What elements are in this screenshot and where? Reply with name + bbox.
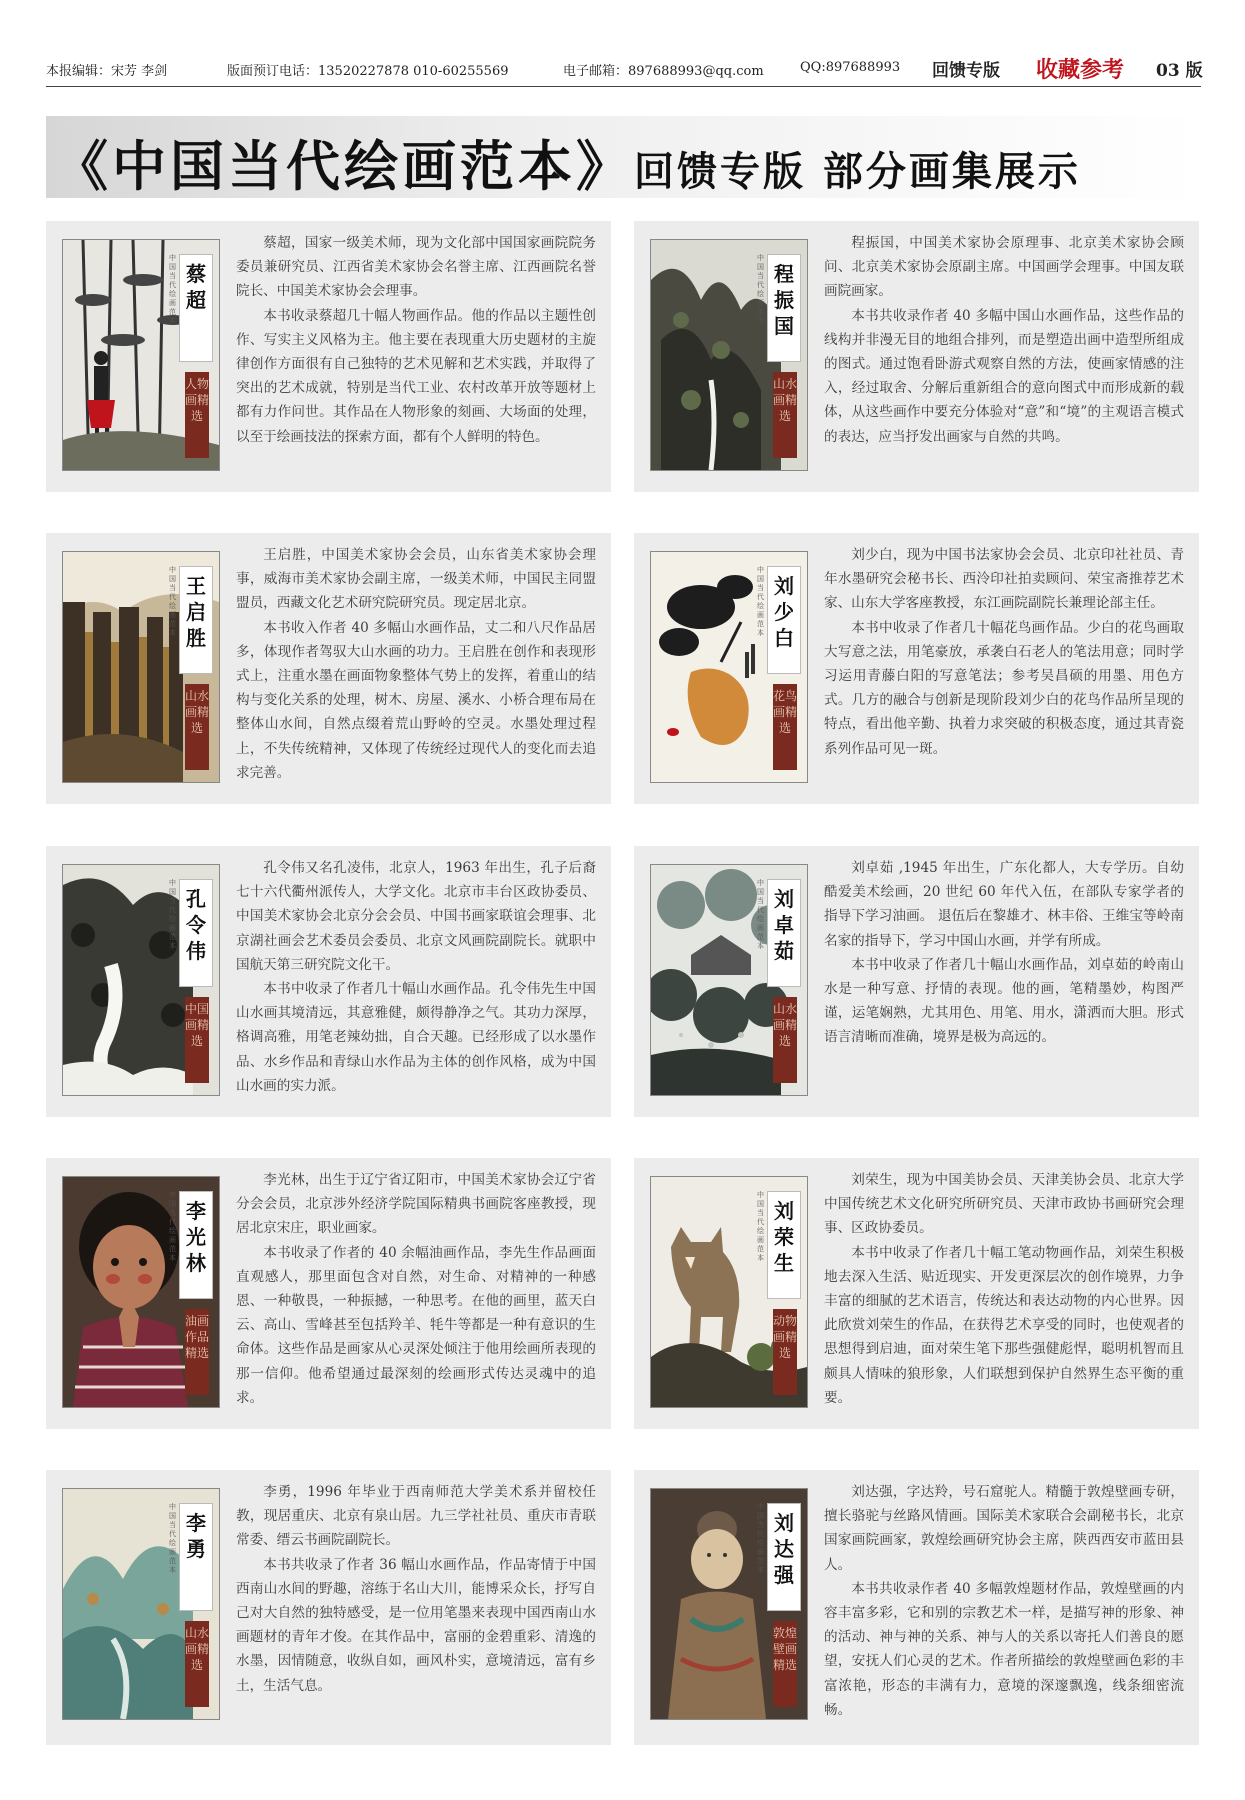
book-description <box>824 231 1184 449</box>
book-card <box>46 221 611 492</box>
artist-name: 刘少白 <box>767 566 801 674</box>
book-cover <box>650 864 808 1096</box>
series-tag: 中国当代绘画范本 <box>757 1191 764 1262</box>
genre-label: 动物画精选 <box>773 1309 797 1395</box>
description-paragraph: 刘少白，现为中国书法家协会会员、北京印社社员、青年水墨研究会秘书长、西泠印社拍卖顾问、荣宝斋推荐艺术家、山东大学客座教授，东江画院副院长兼理论部主任。 <box>824 547 1184 612</box>
description-paragraph: 刘卓茹 ,1945 年出生，广东化都人，大专学历。自幼酷爱美术绘画，20 世纪 60 年代入伍，在部队专家学者的指导下学习油画。 退伍后在黎雄才、林丰俗、王维宝等岭南名家的指导下，学习中国山水画，并学有所成。 <box>824 860 1184 949</box>
page-header <box>46 56 1201 87</box>
banner-title: 《中国当代绘画范本》 <box>54 135 634 198</box>
book-cover <box>62 1488 220 1720</box>
series-tag: 中国当代绘画范本 <box>169 1503 176 1574</box>
book-card <box>634 221 1199 492</box>
description-paragraph: 本书中收录了作者几十幅山水画作品，刘卓茹的岭南山水是一种写意、抒情的表现。他的画，笔精墨妙，构图严谨，运笔娴熟，尤其用色、用笔、用水，潇洒而大胆。形式语言清晰而准确，境界是极为高远的。 <box>824 956 1184 1046</box>
book-card <box>46 1470 611 1745</box>
description-paragraph: 程振国，中国美术家协会原理事、北京美术家协会顾问、北京美术家协会原副主席。中国画学会理事。中国友联画院画家。 <box>824 235 1184 300</box>
book-description <box>236 231 596 449</box>
description-paragraph: 刘达强，字达羚，号石窟驼人。精髓于敦煌壁画专研，擅长骆驼与丝路风情画。国际美术家联合会副秘书长，北京国家画院画家，敦煌绘画研究协会主席，陕西西安市蓝田县人。 <box>824 1484 1184 1573</box>
artist-name: 刘卓茹 <box>767 879 801 987</box>
artist-name: 刘荣生 <box>767 1191 801 1299</box>
book-cover <box>62 551 220 783</box>
description-paragraph: 本书收入作者 40 多幅山水画作品，丈二和八尺作品居多，体现作者驾驭大山水画的功力。王启胜在创作和表现形式上，注重水墨在画面物象整体气势上的发挥，着重山的结构与变化关系的处理，树木、房屋、溪水、小桥合理布局在整体山水间，自然点缀着荒山野岭的空灵。水墨处理过程上，不失传统精神，又体现了传统经过现代人的变化而去追求完善。 <box>236 619 596 781</box>
description-paragraph: 孔令伟又名孔凌伟，北京人，1963 年出生，孔子后裔七十六代衢州派传人，大学文化。北京市丰台区政协委员、中国美术家协会北京分会会员、中国书画家联谊会理事、北京湖社画会艺术委员会委员、北京文风画院副院长。就职中国航天第三研究院文化干。 <box>236 860 596 973</box>
description-paragraph: 李光林，出生于辽宁省辽阳市，中国美术家协会辽宁省分会会员，北京涉外经济学院国际精典书画院客座教授，现居北京宋庄，职业画家。 <box>236 1172 596 1237</box>
description-paragraph: 李勇，1996 年毕业于西南师范大学美术系并留校任教，现居重庆、北京有泉山居。九三学社社员、重庆市青联常委、缙云书画院副院长。 <box>236 1484 596 1549</box>
description-paragraph: 本书中收录了作者几十幅工笔动物画作品，刘荣生积极地去深入生活、贴近现实、开发更深层次的创作境界，力争丰富的细腻的艺术语言，传统达和表达动物的内心世界。因此欣赏刘荣生的作品，在获得艺术享受的同时，也使观者的思想得到启迪，面对荣生笔下那些强健彪悍，聪明机智而且颇具人情味的狼形象，人们联想到保护自然界生态平衡的重要。 <box>824 1244 1184 1406</box>
banner-title-line <box>54 124 1081 201</box>
ad-phone: 版面预订电话：13520227878 010-60255569 <box>227 64 509 79</box>
genre-label: 山水画精选 <box>773 372 797 458</box>
title-banner <box>46 116 1201 198</box>
book-description <box>824 1480 1184 1722</box>
book-cover <box>650 551 808 783</box>
section-name: 回馈专版 <box>932 61 1000 81</box>
book-cover <box>650 1488 808 1720</box>
contact-qq: QQ:897688993 <box>800 60 901 75</box>
book-card <box>46 533 611 804</box>
book-description <box>236 543 596 785</box>
description-paragraph: 本书收录蔡超几十幅人物画作品。他的作品以主题性创作、写实主义风格为主。他主要在表现重大历史题材的主旋律创作方面很有自己独特的艺术见解和艺术实践，并取得了突出的艺术成就，特别是当代工业、农村改革开放等题材上都有力作问世。其作品在人物形象的刻画、大场面的处理，以至于绘画技法的探索方面，都有个人鲜明的特色。 <box>236 307 596 445</box>
genre-label: 油画作品精选 <box>185 1309 209 1395</box>
genre-label: 花鸟画精选 <box>773 684 797 770</box>
series-tag: 中国当代绘画范本 <box>169 254 176 325</box>
book-card <box>634 1470 1199 1745</box>
book-card <box>634 1158 1199 1429</box>
book-cover <box>62 239 220 471</box>
contact-email: 电子邮箱：897688993@qq.com <box>563 64 764 79</box>
artist-name: 程振国 <box>767 254 801 362</box>
book-description <box>236 1168 596 1410</box>
description-paragraph: 蔡超，国家一级美术师，现为文化部中国国家画院院务委员兼研究员、江西省美术家协会名誉主席、江西画院名誉院长、中国美术家协会会理事。 <box>236 235 596 300</box>
artist-name: 蔡超 <box>179 254 213 362</box>
description-paragraph: 本书共收录作者 40 多幅敦煌题材作品，敦煌壁画的内容丰富多彩，它和别的宗教艺术一样，是描写神的形象、神的活动、神与神的关系、神与人的关系以寄托人们善良的愿望，安抚人们心灵的艺术。作者所描绘的敦煌壁画色彩的丰富浓艳，形态的丰满有力，意境的深邃飘逸，线条细密流畅。 <box>824 1580 1184 1718</box>
banner-subtitle: 回馈专版 部分画集展示 <box>634 149 1081 195</box>
editors-credit: 本报编辑：宋芳 李剑 <box>46 64 168 79</box>
artist-name: 王启胜 <box>179 566 213 674</box>
series-tag: 中国当代绘画范本 <box>169 879 176 950</box>
description-paragraph: 本书中收录了作者几十幅山水画作品。孔令伟先生中国山水画其境清远，其意雅健，颇得静净之气。其功力深厚，格调高雅，用笔老辣幼拙，自合天趣。已经形成了以水墨作品、水乡作品和青绿山水作品为主体的创作风格，成为中国山水画的实力派。 <box>236 981 596 1094</box>
description-paragraph: 本书中收录了作者几十幅花鸟画作品。少白的花鸟画取大写意之法，用笔豪放，承袭白石老人的笔法用意；同时学习运用青藤白阳的写意笔法；参考吴昌硕的用墨、用色方式。几方的融合与创新是现阶段刘少白的花鸟作品所呈现的特点，看出他辛勤、执着力求突破的积极态度，通过其青瓷系列作品可见一斑。 <box>824 619 1184 757</box>
book-cover <box>650 239 808 471</box>
series-tag: 中国当代绘画范本 <box>169 1191 176 1262</box>
book-cover <box>650 1176 808 1408</box>
description-paragraph: 王启胜，中国美术家协会会员，山东省美术家协会理事，威海市美术家协会副主席，一级美术师，中国民主同盟盟员，西藏文化艺术研究院研究员。现定居北京。 <box>236 547 596 612</box>
series-tag: 中国当代绘画范本 <box>757 254 764 325</box>
genre-label: 人物画精选 <box>185 372 209 458</box>
book-cover <box>62 864 220 1096</box>
genre-label: 敦煌壁画精选 <box>773 1621 797 1707</box>
book-description <box>236 1480 596 1698</box>
description-paragraph: 刘荣生，现为中国美协会员、天津美协会员、北京大学中国传统艺术文化研究所研究员、天津市政协书画研究会理事、区政协委员。 <box>824 1172 1184 1237</box>
book-description <box>824 856 1184 1050</box>
artist-name: 李勇 <box>179 1503 213 1611</box>
genre-label: 山水画精选 <box>185 684 209 770</box>
artist-name: 孔令伟 <box>179 879 213 987</box>
artist-name: 李光林 <box>179 1191 213 1299</box>
column-name: 收藏参考 <box>1036 57 1125 83</box>
book-card <box>46 1158 611 1429</box>
book-card <box>634 533 1199 804</box>
book-description <box>824 1168 1184 1410</box>
description-paragraph: 本书共收录了作者 36 幅山水画作品，作品寄情于中国西南山水间的野趣，溶练于名山大川，能博采众长，抒写自己对大自然的独特感受，是一位用笔墨来表现中国西南山水画题材的青年才俊。在其作品中，富丽的金碧重彩、清逸的水墨，因情随意，收纵自如，画风朴实，意境清远，富有乡土，生活气息。 <box>236 1556 596 1694</box>
genre-label: 中国画精选 <box>185 997 209 1083</box>
series-tag: 中国当代绘画范本 <box>757 879 764 950</box>
book-card <box>46 846 611 1117</box>
series-tag: 中国当代绘画范本 <box>757 566 764 637</box>
book-cover <box>62 1176 220 1408</box>
book-description <box>824 543 1184 761</box>
description-paragraph: 本书收录了作者的 40 余幅油画作品，李先生作品画面直观感人，那里面包含对自然，对生命、对精神的一种感恩、一种敬畏，一种振撼，一种思考。在他的画里，蓝天白云、高山、雪峰甚至包括羚羊、牦牛等都是一种有意识的生命体。这些作品是画家从心灵深处倾注于他用绘画所表现的那一信仰。他希望通过最深刻的绘画形式传达灵魂中的追求。 <box>236 1244 596 1406</box>
genre-label: 山水画精选 <box>773 997 797 1083</box>
genre-label: 山水画精选 <box>185 1621 209 1707</box>
page-number: 03 版 <box>1156 61 1203 81</box>
artist-name: 刘达强 <box>767 1503 801 1611</box>
book-card <box>634 846 1199 1117</box>
series-tag: 中国当代绘画范本 <box>757 1503 764 1574</box>
series-tag: 中国当代绘画范本 <box>169 566 176 637</box>
book-description <box>236 856 596 1098</box>
description-paragraph: 本书共收录作者 40 多幅中国山水画作品，这些作品的线构并非漫无目的地组合排列，而是塑造出画中造型所组成的图式。通过饱看卧游式观察自然的方法，使画家情感的注入，经过取舍、分解后重新组合的意向图式中而形成新的载体，从这些画作中要充分体验对“意”和“境”的主观语言模式的表达，应当抒发出画家与自然的共鸣。 <box>824 307 1184 445</box>
